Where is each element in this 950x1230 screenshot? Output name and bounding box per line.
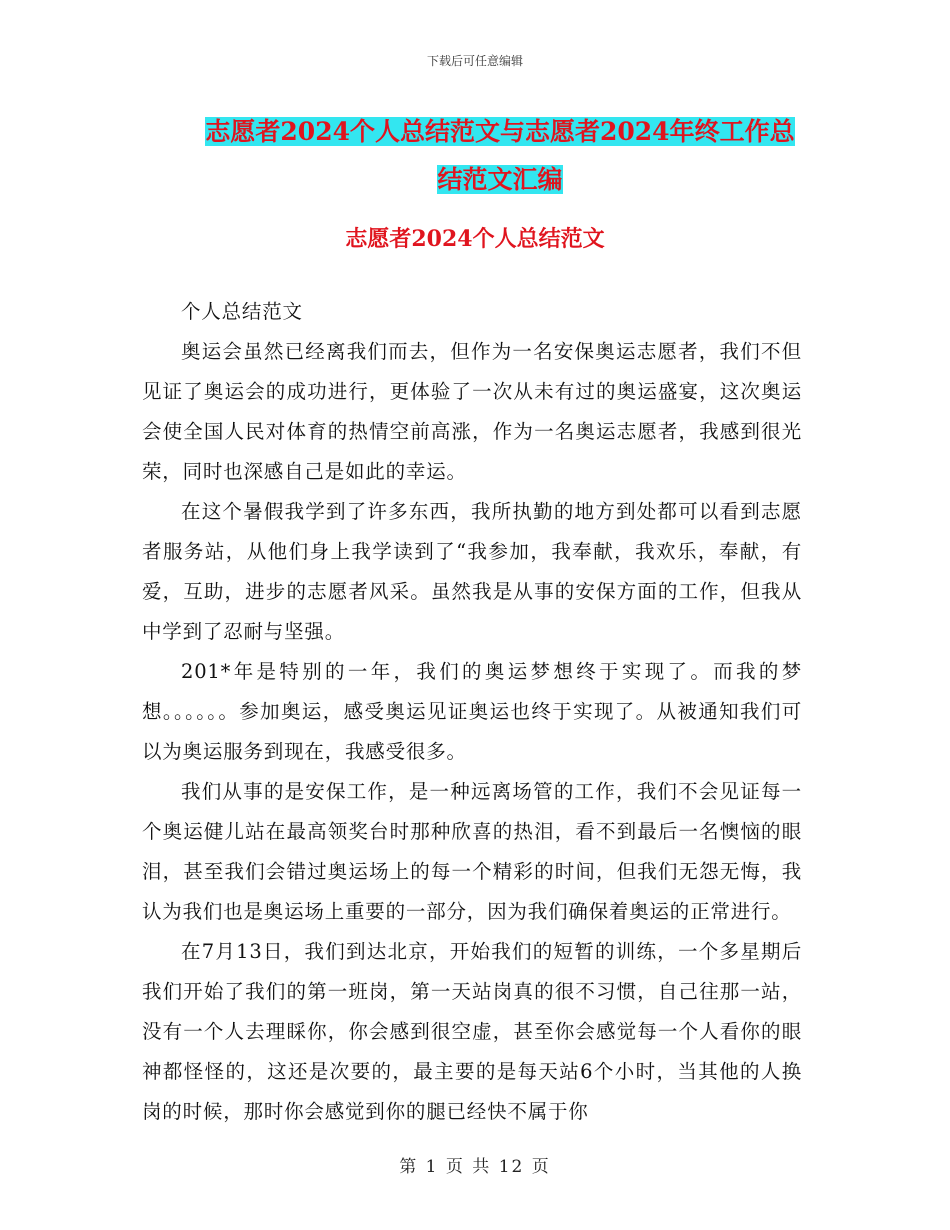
paragraph: 在7月13日，我们到达北京，开始我们的短暂的训练，一个多星期后我们开始了我们的第一班岗，第一天站岗真的很不习惯，自己往那一站，没有一个人去理睬你，你会感到很空虚，甚至你会感觉每一个人看你的眼神都怪怪的，这还是次要的，最主要的是每天站6个小时，当其他的人换岗的时候，那时你会感觉到你的腿已经快不属于你 (142, 940, 802, 1123)
page-footer: 第 1 页 共 12 页 (399, 1157, 551, 1177)
document-title-line-2: 结范文汇编 (437, 165, 563, 194)
paragraph: 我们从事的是安保工作，是一种远离场管的工作，我们不会见证每一个奥运健儿站在最高领奖台时那种欣喜的热泪，看不到最后一名懊恼的眼泪，甚至我们会错过奥运场上的每一个精彩的时间，但我们无怨无悔，我认为我们也是奥运场上重要的一部分，因为我们确保着奥运的正常进行。 (142, 780, 802, 923)
document-body (142, 292, 802, 1132)
paragraph: 个人总结范文 (181, 300, 303, 323)
page-header-note: 下载后可任意编辑 (426, 54, 523, 68)
paragraph: 奥运会虽然已经离我们而去，但作为一名安保奥运志愿者，我们不但见证了奥运会的成功进行，更体验了一次从未有过的奥运盛宴，这次奥运会使全国人民对体育的热情空前高涨，作为一名奥运志愿者，我感到很光荣，同时也深感自己是如此的幸运。 (142, 340, 802, 483)
section-title: 志愿者2024个人总结范文 (345, 226, 605, 252)
paragraph: 201*年是特别的一年，我们的奥运梦想终于实现了。而我的梦想。。。。。。参加奥运，感受奥运见证奥运也终于实现了。从被通知我们可以为奥运服务到现在，我感受很多。 (142, 660, 802, 763)
document-title (140, 108, 860, 204)
document-title-line-1: 志愿者2024个人总结范文与志愿者2024年终工作总 (205, 117, 795, 146)
paragraph: 在这个暑假我学到了许多东西，我所执勤的地方到处都可以看到志愿者服务站，从他们身上我学读到了“我参加，我奉献，我欢乐，奉献，有爱，互助，进步的志愿者风采。虽然我是从事的安保方面的工作，但我从中学到了忍耐与坚强。 (142, 500, 802, 643)
